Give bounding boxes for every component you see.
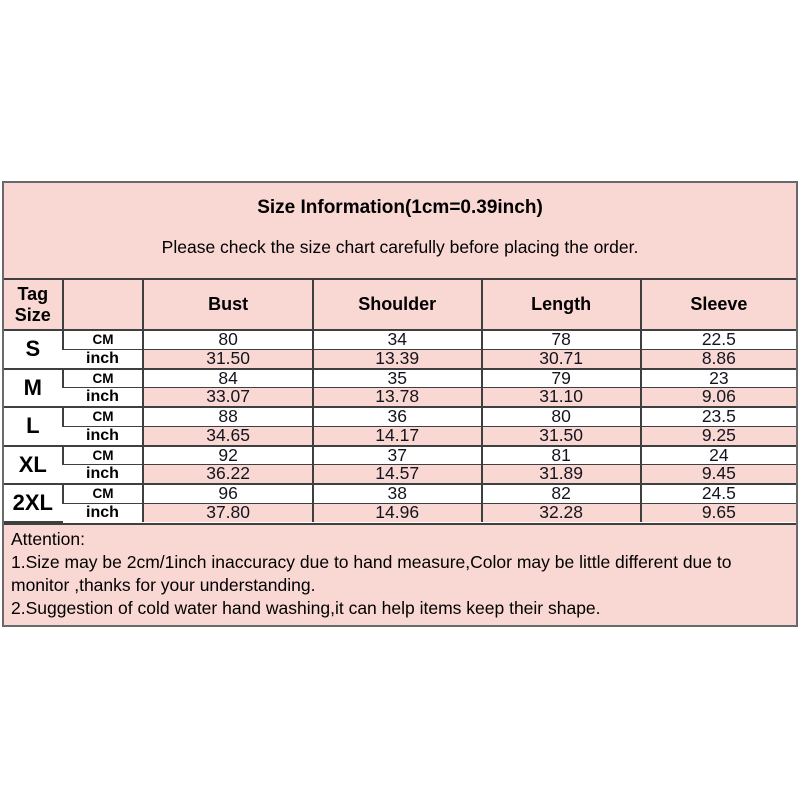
unit-label-inch: inch bbox=[63, 349, 144, 369]
value-cell: 31.50 bbox=[482, 426, 641, 446]
value-cell: 32.28 bbox=[482, 503, 641, 522]
unit-label-cm: CM bbox=[63, 446, 144, 465]
table-row bbox=[4, 446, 796, 465]
value-cell: 9.06 bbox=[641, 388, 796, 408]
size-label: 2XL bbox=[4, 484, 63, 522]
value-cell: 14.57 bbox=[313, 465, 482, 485]
value-cell: 36 bbox=[313, 407, 482, 426]
value-cell: 14.96 bbox=[313, 503, 482, 522]
value-cell: 8.86 bbox=[641, 349, 796, 369]
value-cell: 24.5 bbox=[641, 484, 796, 503]
value-cell: 23.5 bbox=[641, 407, 796, 426]
tag-size-line1: Tag bbox=[17, 283, 49, 304]
value-cell: 96 bbox=[143, 484, 312, 503]
size-label: M bbox=[4, 369, 63, 408]
value-cell: 9.45 bbox=[641, 465, 796, 485]
value-cell: 84 bbox=[143, 369, 312, 388]
value-cell: 36.22 bbox=[143, 465, 312, 485]
table-row bbox=[4, 388, 796, 408]
value-cell: 80 bbox=[143, 330, 312, 349]
size-label: XL bbox=[4, 446, 63, 485]
value-cell: 37.80 bbox=[143, 503, 312, 522]
unit-label-inch: inch bbox=[63, 426, 144, 446]
attention-line-2: monitor ,thanks for your understanding. bbox=[11, 574, 316, 595]
size-sheet bbox=[2, 181, 798, 627]
value-cell: 9.25 bbox=[641, 426, 796, 446]
unit-label-cm: CM bbox=[63, 484, 144, 503]
value-cell: 33.07 bbox=[143, 388, 312, 408]
attention-line-1: 1.Size may be 2cm/1inch inaccuracy due to hand measure,Color may be little different due to bbox=[11, 551, 732, 572]
value-cell: 31.89 bbox=[482, 465, 641, 485]
value-cell: 9.65 bbox=[641, 503, 796, 522]
table-header-row bbox=[4, 280, 796, 330]
value-cell: 22.5 bbox=[641, 330, 796, 349]
unit-label-cm: CM bbox=[63, 369, 144, 388]
table-row bbox=[4, 484, 796, 503]
table-row bbox=[4, 503, 796, 522]
value-cell: 88 bbox=[143, 407, 312, 426]
table-row bbox=[4, 349, 796, 369]
col-header-sleeve: Sleeve bbox=[641, 280, 796, 330]
value-cell: 24 bbox=[641, 446, 796, 465]
unit-label-inch: inch bbox=[63, 465, 144, 485]
unit-label-cm: CM bbox=[63, 407, 144, 426]
unit-label-cm: CM bbox=[63, 330, 144, 349]
value-cell: 92 bbox=[143, 446, 312, 465]
value-cell: 13.39 bbox=[313, 349, 482, 369]
attention-heading: Attention: bbox=[11, 528, 85, 549]
table-row bbox=[4, 426, 796, 446]
value-cell: 82 bbox=[482, 484, 641, 503]
size-label: L bbox=[4, 407, 63, 446]
value-cell: 14.17 bbox=[313, 426, 482, 446]
table-row bbox=[4, 330, 796, 349]
value-cell: 34 bbox=[313, 330, 482, 349]
value-cell: 37 bbox=[313, 446, 482, 465]
unit-label-inch: inch bbox=[63, 503, 144, 522]
value-cell: 81 bbox=[482, 446, 641, 465]
unit-label-inch: inch bbox=[63, 388, 144, 408]
col-header-shoulder: Shoulder bbox=[313, 280, 482, 330]
table-row bbox=[4, 407, 796, 426]
value-cell: 38 bbox=[313, 484, 482, 503]
header-box bbox=[4, 183, 796, 280]
value-cell: 31.50 bbox=[143, 349, 312, 369]
value-cell: 35 bbox=[313, 369, 482, 388]
tag-size-line2: Size bbox=[14, 304, 51, 325]
value-cell: 30.71 bbox=[482, 349, 641, 369]
attention-box bbox=[4, 523, 796, 625]
value-cell: 34.65 bbox=[143, 426, 312, 446]
table-row bbox=[4, 465, 796, 485]
value-cell: 13.78 bbox=[313, 388, 482, 408]
table-row bbox=[4, 369, 796, 388]
value-cell: 31.10 bbox=[482, 388, 641, 408]
value-cell: 23 bbox=[641, 369, 796, 388]
attention-line-3: 2.Suggestion of cold water hand washing,it can help items keep their shape. bbox=[11, 597, 601, 618]
value-cell: 78 bbox=[482, 330, 641, 349]
page-subtitle: Please check the size chart carefully before placing the order. bbox=[161, 237, 639, 257]
value-cell: 79 bbox=[482, 369, 641, 388]
size-label: S bbox=[4, 330, 63, 369]
page-title: Size Information(1cm=0.39inch) bbox=[257, 197, 543, 218]
value-cell: 80 bbox=[482, 407, 641, 426]
tag-size-header bbox=[4, 280, 63, 330]
unit-header bbox=[63, 280, 144, 330]
size-table bbox=[4, 280, 796, 523]
col-header-bust: Bust bbox=[143, 280, 312, 330]
col-header-length: Length bbox=[482, 280, 641, 330]
